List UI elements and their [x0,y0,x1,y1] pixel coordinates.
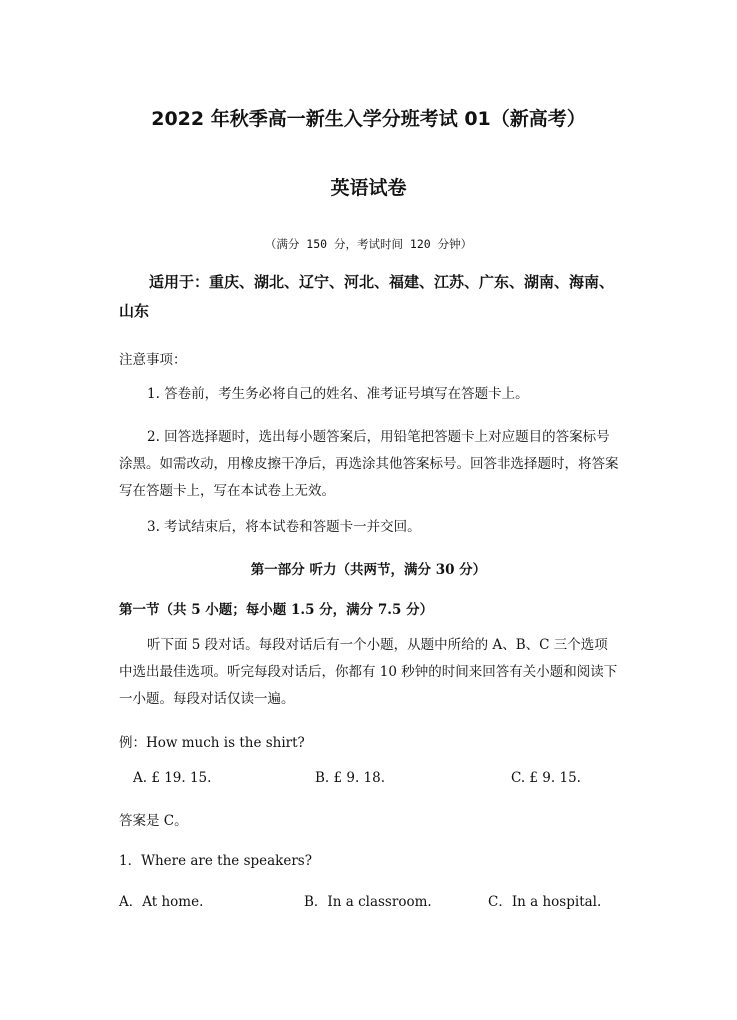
notes-heading: 注意事项： [119,352,187,368]
question-1-option-c: C．In a hospital. [488,894,602,910]
note-item-1: 1. 答卷前，考生务必将自己的姓名、准考证号填写在答题卡上。 [147,386,529,402]
exam-subject: 英语试卷 [330,177,407,199]
example-option-b: B. £ 9. 18. [315,770,386,786]
note-item-3: 3. 考试结束后，将本试卷和答题卡一并交回。 [147,519,421,535]
applicable-regions: 适用于：重庆、湖北、辽宁、河北、福建、江苏、广东、湖南、海南、山东 [119,273,615,320]
question-1-option-b: B．In a classroom. [304,894,432,910]
listening-instructions: 听下面 5 段对话。每段对话后有一个小题，从题中所给的 A、B、C 三个选项中选出最佳选项。听完每段对话后，你都有 10 秒钟的时间来回答有关小题和阅读下一小题。每段对话仅读一遍。 [119,637,618,707]
example-answer: 答案是 C。 [119,813,188,829]
example-option-a: A. £ 19. 15. [133,770,212,786]
example-option-c: C. £ 9. 15. [511,770,581,786]
score-time-info: （满分 150 分，考试时间 120 分钟） [264,237,473,251]
note-item-2: 2. 回答选择题时，选出每小题答案后，用铅笔把答题卡上对应题目的答案标号涂黑。如需改动，用橡皮擦干净后，再选涂其他答案标号。回答非选择题时，将答案写在答题卡上，写在本试卷上无效。 [119,429,619,499]
question-1: 1．Where are the speakers? [119,853,312,869]
part-one-title: 第一部分 听力（共两节，满分 30 分） [250,562,487,578]
exam-title: 2022 年秋季高一新生入学分班考试 01（新高考） [151,108,586,130]
question-1-option-a: A．At home. [119,894,204,910]
example-question: 例：How much is the shirt? [119,735,305,751]
section-one-title: 第一节（共 5 小题；每小题 1.5 分，满分 7.5 分） [119,602,434,618]
